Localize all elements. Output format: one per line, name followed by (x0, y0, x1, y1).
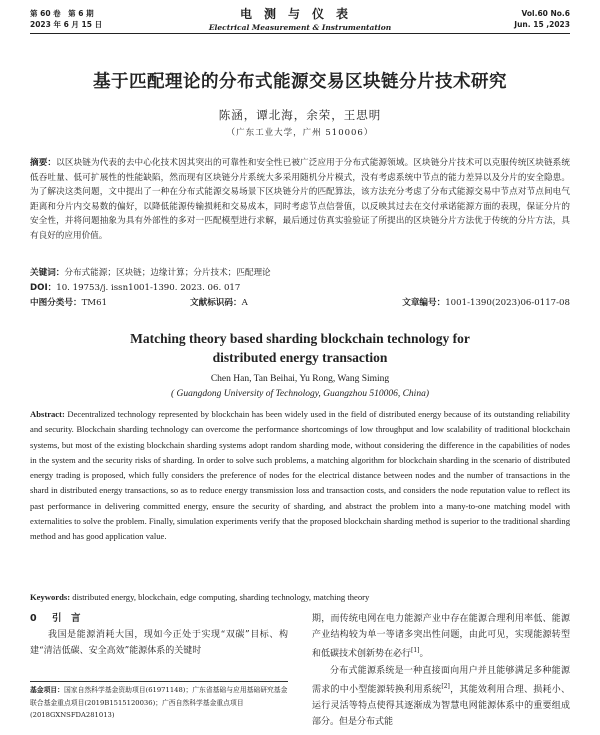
doi-label: DOI： (30, 283, 57, 293)
section-number: 0 (30, 613, 37, 624)
abstract-zh-label: 摘要： (30, 158, 57, 168)
document-code-value: A (241, 298, 248, 308)
clc-label: 中图分类号： (30, 298, 82, 308)
abstract-zh-text: 以区块链为代表的去中心化技术因其突出的可靠性和安全性已被广泛应用于分布式能源领域。区块链分片技术可以克服传统区块链系统低吞吐量、低可扩展性的性能缺陷，然而现有区块链分片系统大多采用随机分片模式，没有考虑系统中节点的能力差异以及分片的安全隐患。为了解决这类问题，文中提出了一种在分布式能源交易场景下区块链分片的匹配算法，该方法充分考虑了分布式能源交易中节点对节点间电气距离和分片内交易数的偏好，以降低能源传输损耗和交易成本，同时考虑节点信誉值，以反映其过去在交付承诺能源方面的表现，保证分片的安全性，并将问题抽象为具有外部性的多对一匹配模型进行求解，最后通过仿真实验验证了所提出的区块链分片方法优于传统的分片方法，具有良好的应用价值。 (30, 158, 570, 241)
left-column (30, 611, 288, 659)
keywords-zh-text: 分布式能源；区块链；边缘计算；分片技术；匹配理论 (64, 268, 271, 278)
funding-footnote (30, 681, 288, 722)
section-heading-introduction (30, 611, 288, 627)
document-code-label: 文献标识码： (190, 298, 242, 308)
intro-paragraph-1-continued (312, 611, 570, 663)
journal-name-en: Electrical Measurement & Instrumentation (208, 23, 392, 32)
article-number-value: 1001-1390(2023)06-0117-08 (445, 298, 570, 308)
doi-text: 10. 19753/j. issn1001-1390. 2023. 06. 017 (56, 283, 241, 293)
keywords-zh-label: 关键词： (30, 268, 65, 278)
citation-2[interactable]: [2] (441, 682, 450, 690)
intro-paragraph-2-end: ，其能效利用合理、损耗小、运行灵活等特点使得其逐渐成为智慧电网能源体系中的重要组成部分。但是分布式能 (312, 684, 570, 728)
volume-en: Vol.60 No.6 (521, 9, 570, 18)
intro-paragraph-1: 我国是能源消耗大国，现如今正处于实现“双碳”目标、构建“清洁低碳、安全高效”能源体系的关键时 (30, 630, 288, 656)
doi (30, 281, 570, 295)
header-rule (30, 33, 570, 34)
title-en-line2: distributed energy transaction (212, 350, 388, 365)
keywords-en-label: Keywords: (30, 592, 71, 602)
abstract-en-label: Abstract: (30, 409, 65, 419)
header-right (514, 8, 570, 30)
affiliation-zh: （广东工业大学，广州 510006） (226, 128, 374, 138)
abstract-en-text: Decentralized technology represented by blockchain has been widely used in the field of distributed energy because of its outstanding reliability and security. Blockchain sharding technology can overcome the performance shortcomings of low throughput and low scalability of traditional blockchain systems, but most of the existing blockchain sharding systems adopt random sharding mode, without considering the difference in the capabilities of nodes in the system and the security risks of sharding. In order to solve such problems, a matching algorithm for blockchain sharding in the scenario of distributed energy trading is proposed, which fully considers the preference of nodes for the electrical distance between nodes and the number of transactions in the shard in distributed energy transactions, so as to reduce energy transmission loss and transaction costs, and considers the node reputation value to reflect its past performance in delivering committed energy, ensure the security of sharding, and abstract the problem into a many-to-one matching model with externalities to solve the problem. Finally, simulation experiments verify that the proposed blockchain sharding method is superior to the traditional sharding method and has good application value. (30, 409, 570, 542)
intro-paragraph-2-text: 分布式能源系统是一种直接面向用户并且能够满足多种能源需求的中小型能源转换利用系统 (312, 665, 570, 695)
title-en (0, 329, 600, 367)
funding-label: 基金项目： (30, 686, 64, 694)
clc (30, 296, 107, 310)
intro-paragraph-2 (312, 663, 570, 731)
authors-zh: 陈涵，谭北海，余荣，王思明 (218, 108, 382, 122)
affiliation-en: ( Guangdong University of Technology, Guangzhou 510006, China) (171, 389, 429, 399)
intro-continued-text: 期，而传统电网在电力能源产业中存在能源合理利用率低、能源产业结构较为单一等诸多突出性问题，由此可见，实现能源转型和低碳技术创新势在必行 (312, 614, 570, 660)
keywords-zh (30, 266, 570, 280)
document-code (190, 296, 248, 310)
article-number (402, 296, 570, 310)
volume-zh: 第 60 卷 第 6 期 (30, 9, 94, 18)
header-center (0, 5, 600, 32)
funding-text: 国家自然科学基金资助项目(61971148)；广东省基础与应用基础研究基金联合基金重点项目(2019B1515120036)；广西自然科学基金重点项目(2018GXNSFDA281013) (30, 686, 288, 719)
citation-1[interactable]: [1] (411, 647, 420, 655)
date-zh: 2023 年 6 月 15 日 (30, 20, 103, 29)
authors-en: Chen Han, Tan Beihai, Yu Rong, Wang Siming (210, 374, 390, 384)
journal-name-zh: 电测与仪表 (239, 7, 360, 21)
keywords-en (30, 590, 570, 604)
section-title: 引 言 (52, 613, 81, 624)
title-en-line1: Matching theory based sharding blockchain technology for (130, 331, 470, 346)
clc-value: TM61 (81, 298, 108, 308)
title-zh: 基于匹配理论的分布式能源交易区块链分片技术研究 (93, 72, 507, 92)
running-header (0, 0, 600, 36)
right-column (312, 611, 570, 730)
abstract-zh (30, 156, 570, 244)
abstract-en (30, 407, 570, 545)
keywords-en-text: distributed energy, blockchain, edge computing, sharding technology, matching theory (72, 592, 370, 602)
intro-continued-end: 。 (419, 649, 429, 660)
article-number-label: 文章编号： (402, 298, 446, 308)
date-en: Jun. 15 ,2023 (514, 20, 570, 29)
